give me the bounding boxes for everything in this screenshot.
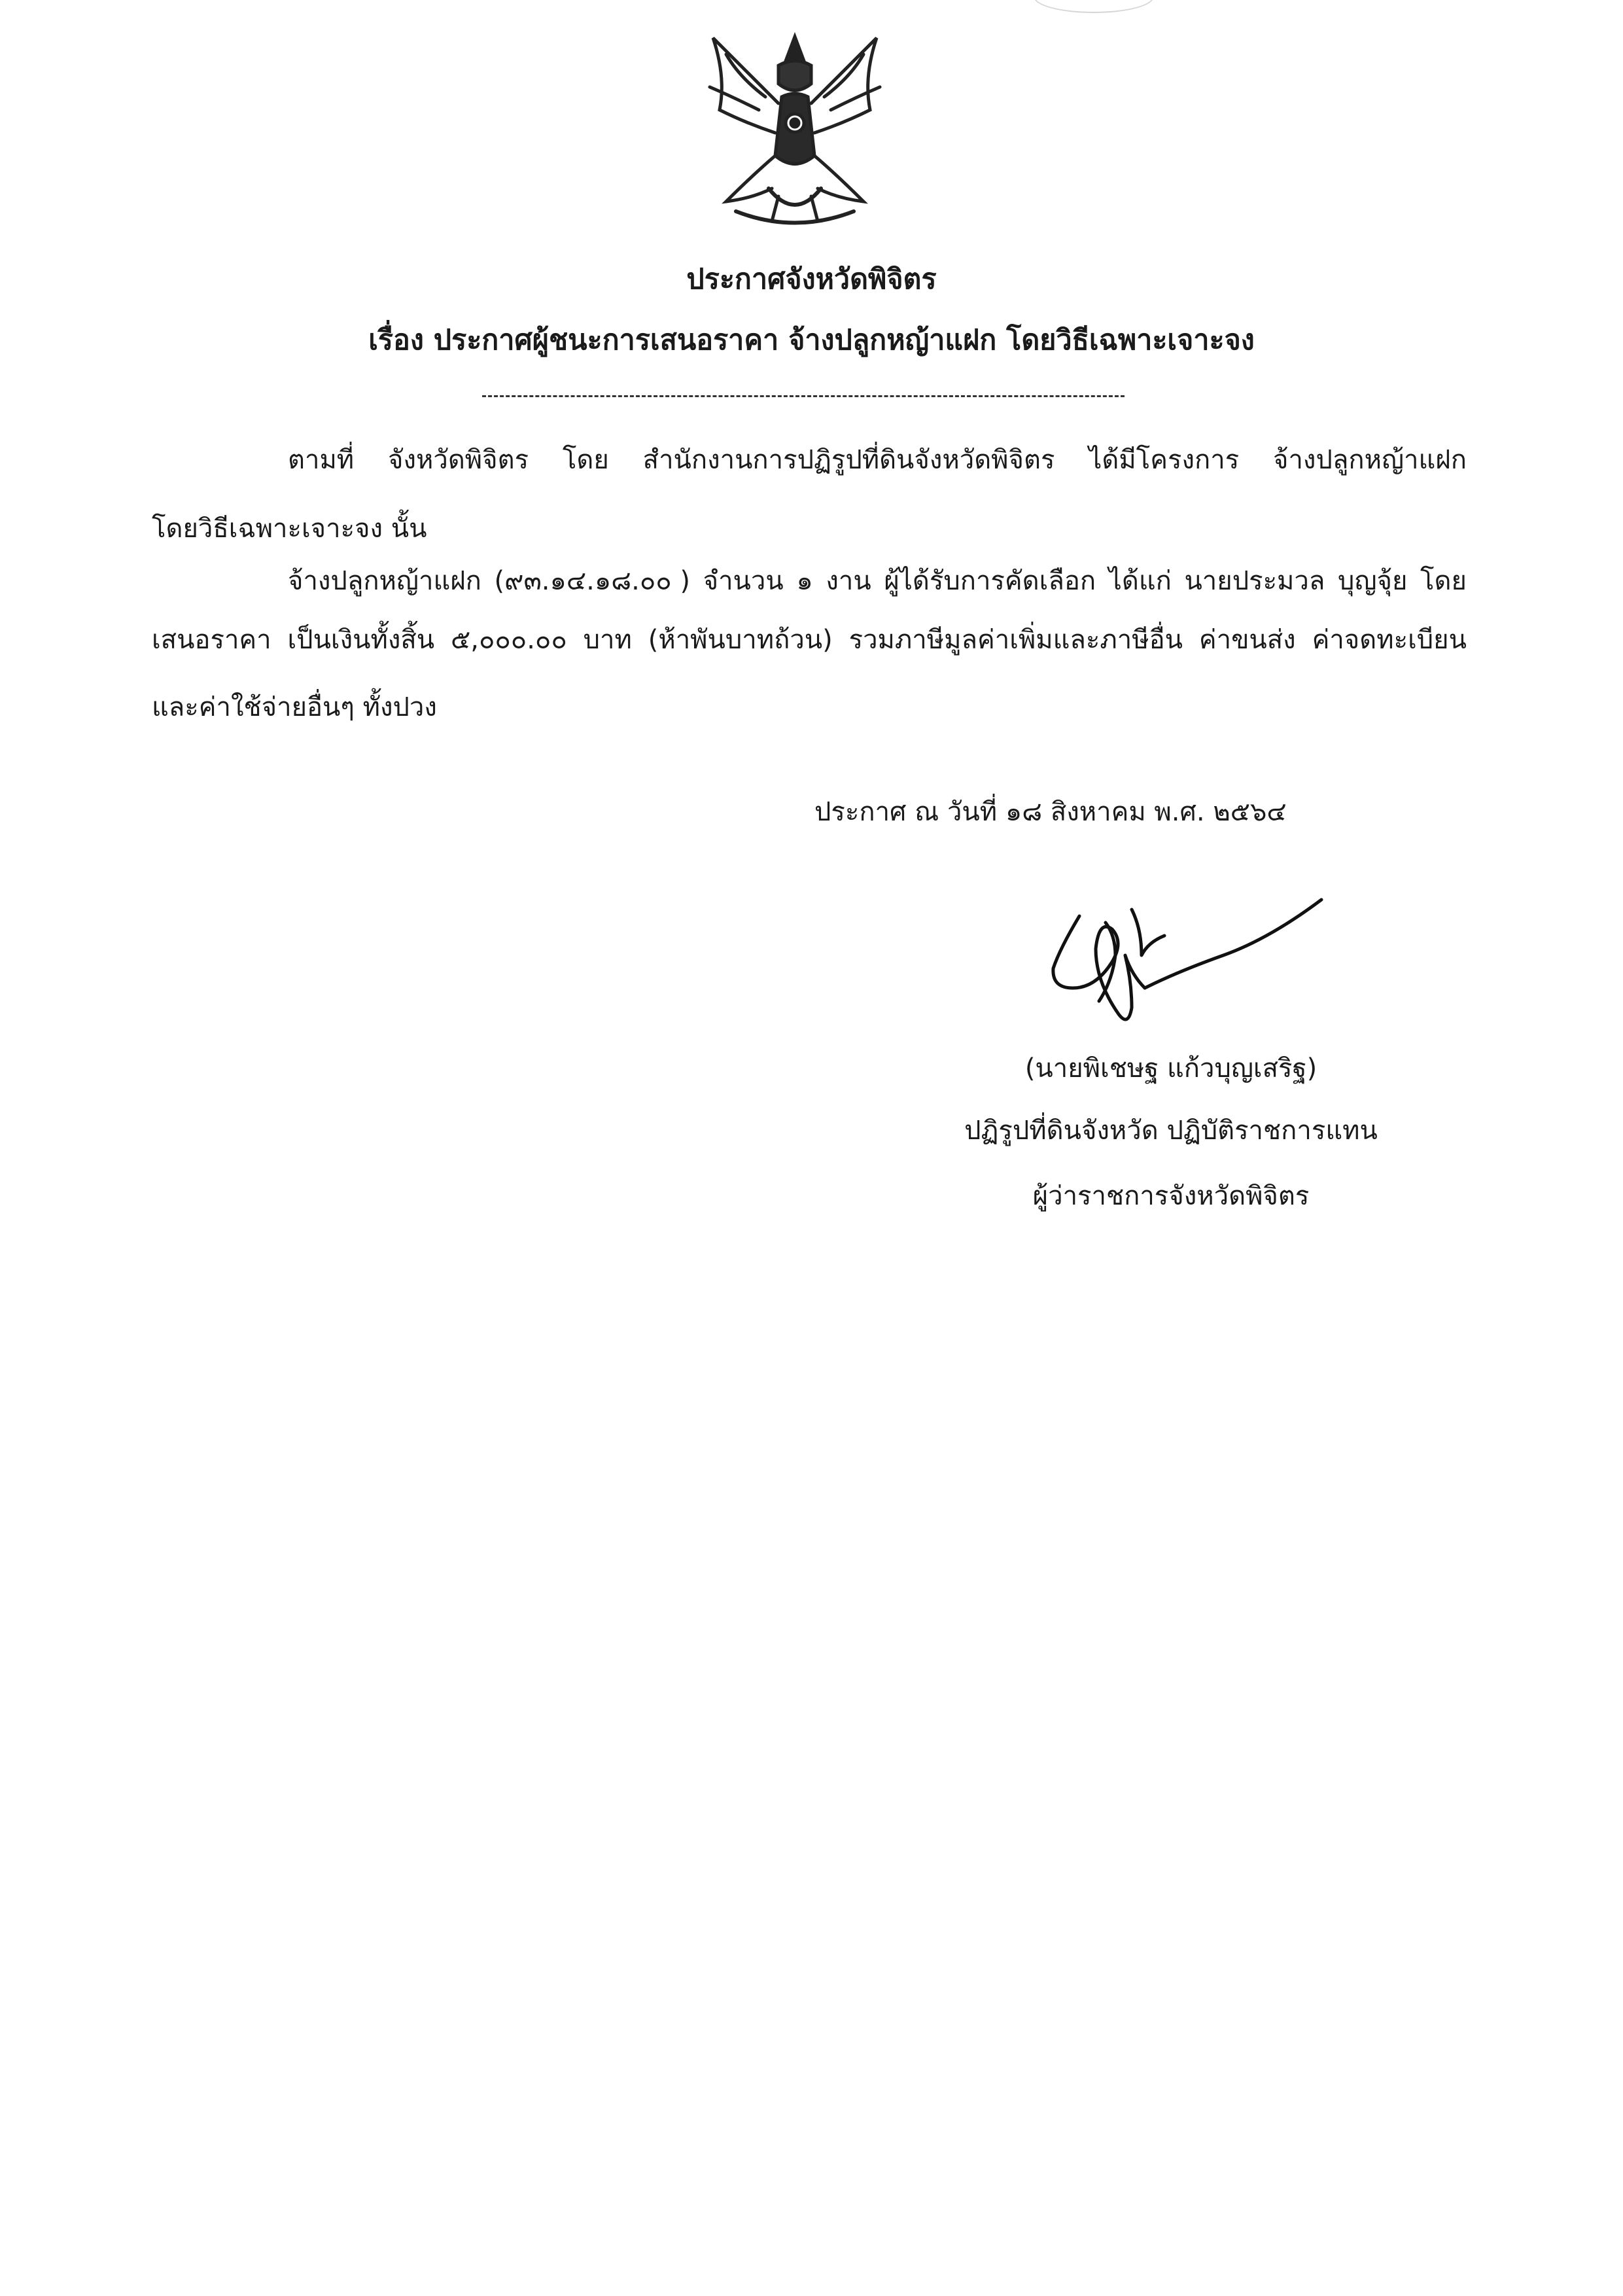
text-segment: ค่าจดทะเบียน xyxy=(1312,625,1467,655)
handwritten-signature xyxy=(1034,890,1341,1040)
text-segment: จำนวน xyxy=(703,566,784,596)
paragraph-2-line-3: และค่าใช้จ่ายอื่นๆ ทั้งปวง xyxy=(152,692,437,722)
text-segment: โดย xyxy=(1420,566,1467,596)
text-segment: เสนอราคา xyxy=(152,625,271,655)
paragraph-1-line-2: โดยวิธีเฉพาะเจาะจง นั้น xyxy=(152,514,427,544)
text-segment: ได้มีโครงการ xyxy=(1089,445,1240,475)
text-segment: ตามที่ xyxy=(288,445,355,475)
text-segment: จังหวัดพิจิตร xyxy=(388,445,529,475)
paragraph-2-line-2 xyxy=(152,618,1467,660)
text-segment: ค่าขนส่ง xyxy=(1198,625,1296,655)
document-title: ประกาศจังหวัดพิจิตร xyxy=(686,263,937,296)
dashed-divider xyxy=(482,395,1125,397)
signer-position: ปฏิรูปที่ดินจังหวัด ปฏิบัติราชการแทน xyxy=(964,1116,1378,1146)
text-segment: รวมภาษีมูลค่าเพิ่มและภาษีอื่น xyxy=(848,625,1183,655)
text-segment: บุญจุ้ย xyxy=(1338,566,1408,596)
document-subject: เรื่อง ประกาศผู้ชนะการเสนอราคา จ้างปลูกหญ้าแฝก โดยวิธีเฉพาะเจาะจง xyxy=(368,324,1255,357)
text-segment: เป็นเงินทั้งสิ้น xyxy=(287,625,435,655)
signer-name: (นายพิเชษฐ แก้วบุญเสริฐ) xyxy=(1024,1053,1318,1084)
signer-position-2: ผู้ว่าราชการจังหวัดพิจิตร xyxy=(1032,1181,1310,1211)
paragraph-2-line-1 xyxy=(152,559,1467,601)
paragraph-1-line-1 xyxy=(152,438,1467,480)
text-segment: จ้างปลูกหญ้าแฝก xyxy=(288,566,481,596)
text-segment: งาน xyxy=(826,566,871,596)
scan-mark xyxy=(1034,0,1154,13)
garuda-emblem-icon xyxy=(687,25,903,247)
text-segment: ผู้ได้รับการคัดเลือก xyxy=(884,566,1096,596)
text-segment: บาท xyxy=(583,625,632,655)
text-segment: ได้แก่ xyxy=(1108,566,1172,596)
text-segment: จ้างปลูกหญ้าแฝก xyxy=(1273,445,1467,475)
text-segment: สำนักงานการปฏิรูปที่ดินจังหวัดพิจิตร xyxy=(642,445,1055,475)
announcement-date: ประกาศ ณ วันที่ ๑๘ สิงหาคม พ.ศ. ๒๕๖๔ xyxy=(814,797,1287,827)
text-segment: ๑ xyxy=(796,566,813,596)
text-segment: (๙๓.๑๔.๑๘.๐๐ ) xyxy=(494,566,690,596)
text-segment: ๕,๐๐๐.๐๐ xyxy=(450,625,567,655)
text-segment: โดย xyxy=(562,445,609,475)
text-segment: (ห้าพันบาทถ้วน) xyxy=(648,625,833,655)
text-segment: นายประมวล xyxy=(1184,566,1325,596)
